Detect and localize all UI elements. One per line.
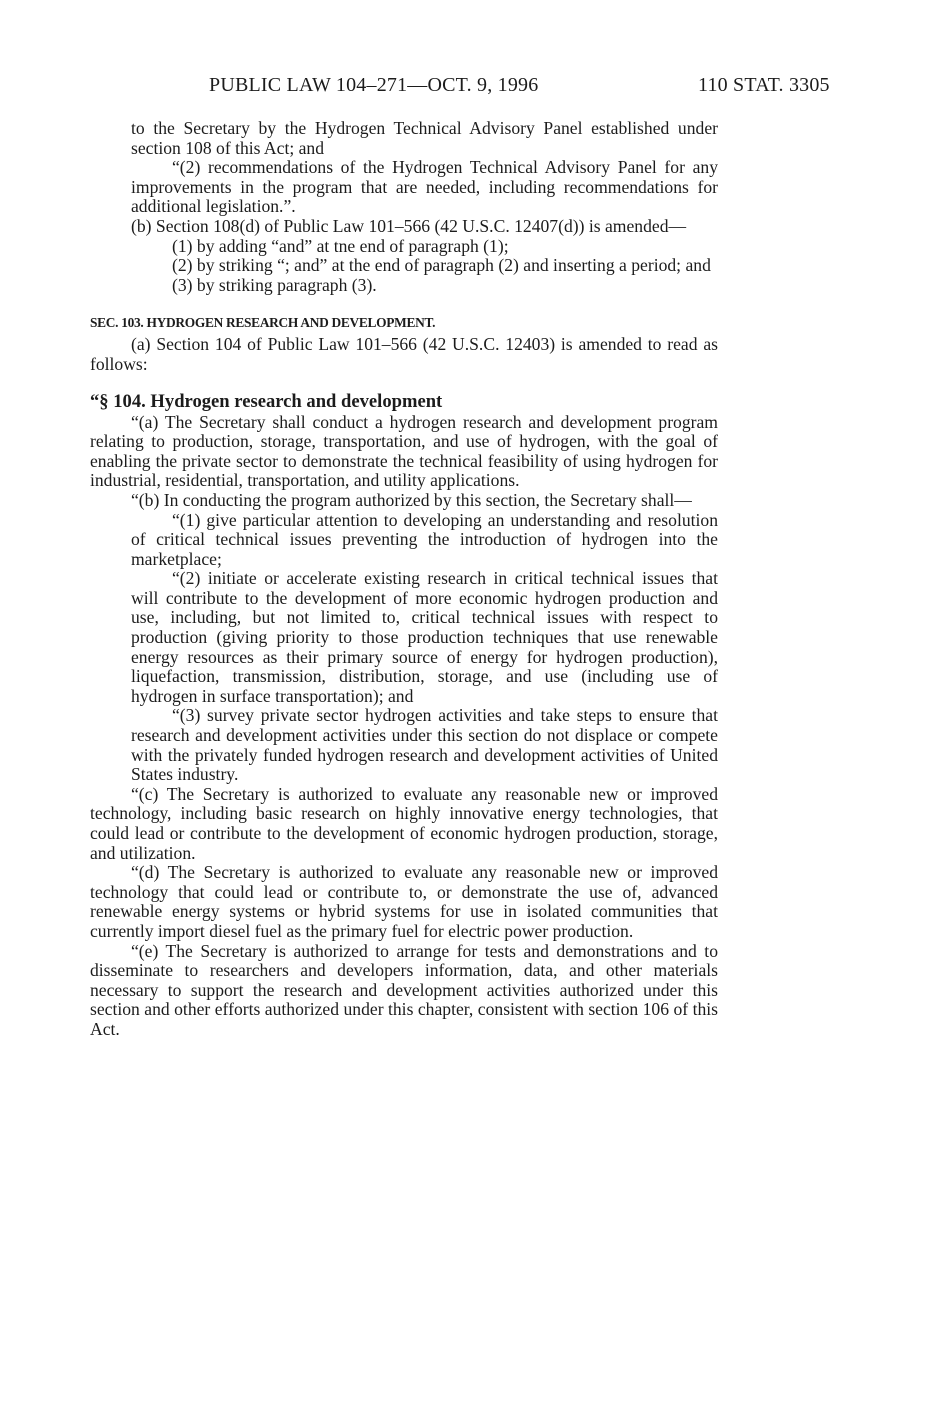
section-heading-103: SEC. 103. HYDROGEN RESEARCH AND DEVELOPMENT. bbox=[90, 315, 436, 331]
page-body bbox=[90, 119, 718, 1040]
paragraph-b3: “(3) survey private sector hydrogen activities and take steps to ensure that research and development activities under this section do not displace or compete with the privately funded hydrogen research and development activities of United States industry. bbox=[131, 705, 718, 785]
paragraph-d: “(d) The Secretary is authorized to evaluate any reasonable new or improved technology that could lead or contribute to, or demonstrate the use of, advanced renewable energy systems or hybrid systems for use in isolated communities that currently import diesel fuel as the primary fuel for electric power production. bbox=[90, 862, 718, 941]
paragraph-section-108d: (b) Section 108(d) of Public Law 101–566 (42 U.S.C. 12407(d)) is amended— bbox=[131, 215, 687, 236]
section-104-heading: “§ 104. Hydrogen research and development bbox=[90, 390, 443, 412]
paragraph-amend-3: (3) by striking paragraph (3). bbox=[172, 274, 377, 295]
paragraph-b2: “(2) initiate or accelerate existing research in critical technical issues that will contribute to the development of more economic hydrogen production and use, including, but not limited to, critical technical issues with respect to production (giving priority to those production techniques that use renewable energy resources as their primary source of energy for hydrogen production), liquefaction, transmission, distribution, storage, and use (including use of hydrogen in surface transportation); and bbox=[131, 568, 718, 706]
paragraph-b: “(b) In conducting the program authorized by this section, the Secretary shall— bbox=[131, 489, 692, 510]
running-header-title: PUBLIC LAW 104–271—OCT. 9, 1996 bbox=[209, 74, 539, 96]
page-number: 110 STAT. 3305 bbox=[698, 74, 830, 96]
paragraph-a: “(a) The Secretary shall conduct a hydrogen research and development program relating to production, storage, transportation, and use of hydrogen, with the goal of enabling the private sector to demonstrate the technical feasibility of using hydrogen for industrial, residential, transportation, and utility applications. bbox=[90, 411, 718, 491]
paragraph-e: “(e) The Secretary is authorized to arrange for tests and demonstrations and to disseminate to researchers and developers information, data, and other materials necessary to support the research and development activities authorized under this section and other efforts authorized under this chapter, consistent with section 106 of this Act. bbox=[90, 940, 718, 1039]
paragraph-continuation: to the Secretary by the Hydrogen Technical Advisory Panel established under section 108 of this Act; and bbox=[131, 118, 718, 158]
paragraph-amend-2: (2) by striking “; and” at the end of paragraph (2) and inserting a period; and bbox=[172, 255, 711, 276]
paragraph-c: “(c) The Secretary is authorized to evaluate any reasonable new or improved technology, including basic research on highly innovative energy technologies, that could lead or contribute to the development of economic hydrogen production, storage, and utilization. bbox=[90, 783, 718, 863]
paragraph-section-104-amend: (a) Section 104 of Public Law 101–566 (42 U.S.C. 12403) is amended to read as follows: bbox=[90, 334, 718, 374]
paragraph-recommendations: “(2) recommendations of the Hydrogen Technical Advisory Panel for any improvements in the program that are needed, including recommendations for additional legislation.”. bbox=[131, 157, 718, 217]
paragraph-amend-1: (1) by adding “and” at tne end of paragraph (1); bbox=[172, 235, 509, 256]
paragraph-b1: “(1) give particular attention to developing an understanding and resolution of critical technical issues preventing the introduction of hydrogen into the marketplace; bbox=[131, 509, 718, 569]
